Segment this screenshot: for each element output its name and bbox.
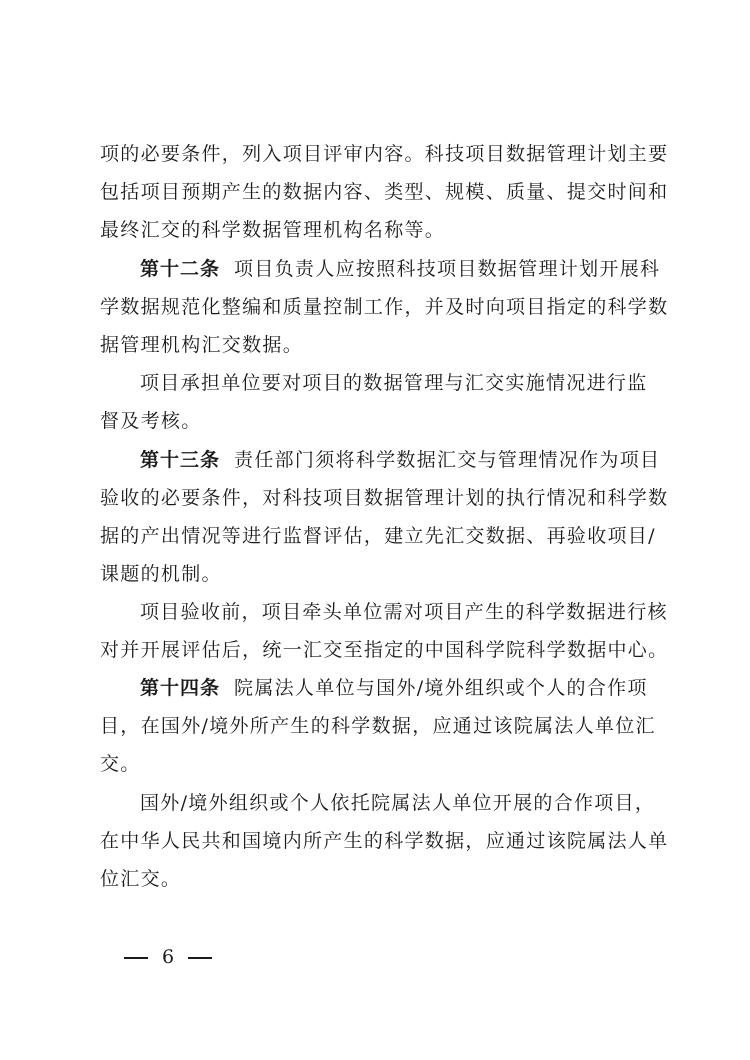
article-12-first-line (140, 252, 660, 286)
paragraph-line: 交。 (100, 753, 141, 775)
paragraph-line: 据的产出情况等进行监督评估，建立先汇交数据、再验收项目/ (100, 525, 656, 547)
paragraph-line: 位汇交。 (100, 868, 182, 890)
article-label: 第十二条 (140, 258, 221, 280)
paragraph-line: 据管理机构汇交数据。 (100, 334, 304, 356)
dash-right (188, 957, 212, 959)
paragraph-line: 督及考核。 (100, 410, 202, 432)
page-footer (124, 940, 212, 974)
paragraph-line: 在中华人民共和国境内所产生的科学数据，应通过该院属法人单 (100, 830, 669, 852)
paragraph-text: 责任部门须将科学数据汇交与管理情况作为项目 (234, 449, 661, 471)
paragraph-line: 项目验收前，项目牵头单位需对项目产生的科学数据进行核 (140, 601, 668, 623)
article-13-first-line (140, 443, 660, 477)
paragraph-line: 学数据规范化整编和质量控制工作，并及时向项目指定的科学数 (100, 296, 669, 318)
article-label: 第十三条 (140, 449, 221, 471)
paragraph-text: 项目负责人应按照科技项目数据管理计划开展科 (234, 258, 661, 280)
paragraph-line: 项目承担单位要对项目的数据管理与汇交实施情况进行监 (140, 372, 648, 394)
dash-left (124, 957, 148, 959)
paragraph-line: 验收的必要条件，对科技项目数据管理计划的执行情况和科学数 (100, 487, 669, 509)
page-number: 6 (162, 946, 175, 968)
article-14-first-line (140, 671, 648, 705)
paragraph-line: 最终汇交的科学数据管理机构名称等。 (100, 219, 446, 241)
paragraph-text: 院属法人单位与国外/境外组织或个人的合作项 (234, 677, 648, 699)
paragraph-line: 项的必要条件，列入项目评审内容。科技项目数据管理计划主要 (100, 143, 669, 165)
article-label: 第十四条 (140, 677, 221, 699)
paragraph-line: 国外/境外组织或个人依托院属法人单位开展的合作项目， (140, 792, 656, 814)
paragraph-line: 对并开展评估后，统一汇交至指定的中国科学院科学数据中心。 (100, 639, 669, 661)
paragraph-line: 包括项目预期产生的数据内容、类型、规模、质量、提交时间和 (100, 181, 669, 203)
paragraph-line: 课题的机制。 (100, 563, 222, 585)
paragraph-line: 目，在国外/境外所产生的科学数据，应通过该院属法人单位汇 (100, 715, 656, 737)
